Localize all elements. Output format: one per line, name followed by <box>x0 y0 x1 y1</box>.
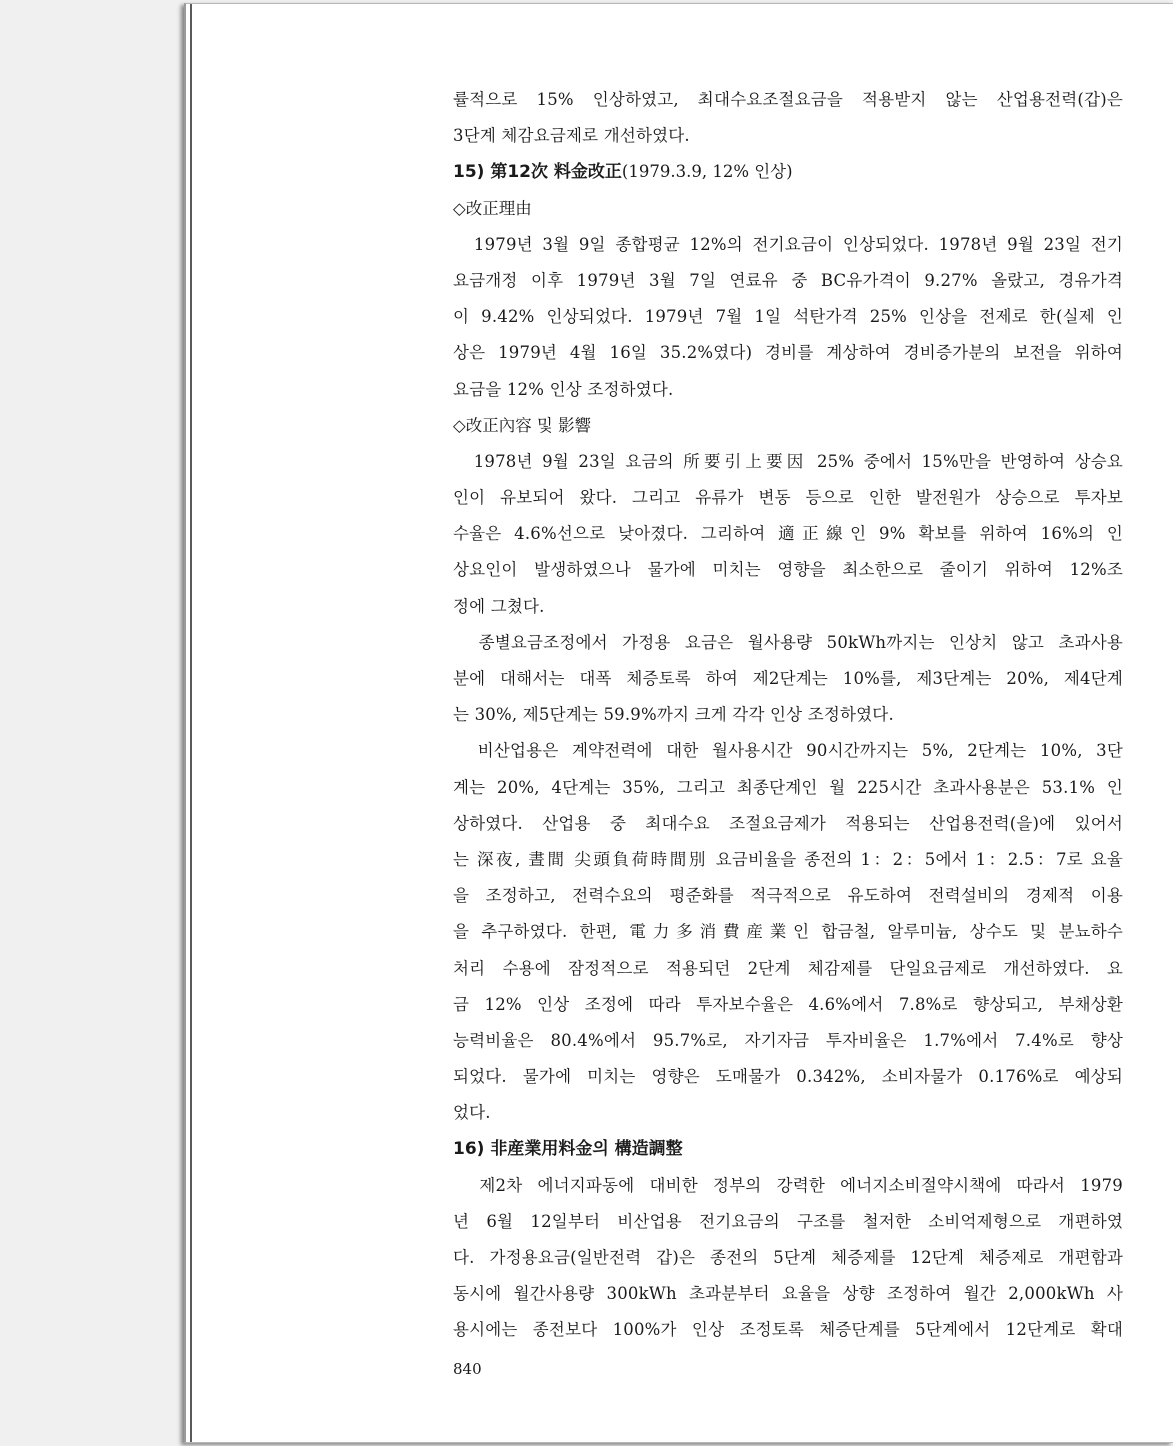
text-line: 년 6월 12일부터 비산업용 전기요금의 구조를 철저한 소비억제형으로 개편하였 <box>453 1211 1123 1231</box>
text-line: 계는 20%, 4단계는 35%, 그리고 최종단계인 월 225시간 초과사용분은 53.1% 인 <box>453 777 1123 797</box>
text-line: 용시에는 종전보다 100%가 인상 조정토록 체증단계를 5단계에서 12단계로 확대 <box>453 1320 1123 1340</box>
section-heading-title: 15) 第12次 料金改正 <box>453 162 622 183</box>
text-line: 수율은 4.6%선으로 낮아졌다. 그리하여 適正線인 9% 확보를 위하여 16%의 인 <box>453 524 1123 544</box>
text-line: 비산업용은 계약전력에 대한 월사용시간 90시간까지는 5%, 2단계는 10%, 3단 <box>453 741 1123 761</box>
text-line: 는 深夜, 晝間 尖頭負荷時間別 요금비율을 종전의 1：2：5에서 1：2.5：7로 요율 <box>453 849 1123 869</box>
page-number: 840 <box>453 1360 482 1378</box>
section-heading <box>453 154 1123 190</box>
text-line: 1978년 9월 23일 요금의 所要引上要因 25% 중에서 15%만을 반영하여 상승요 <box>453 451 1123 471</box>
section-heading <box>453 1131 1123 1167</box>
text-line: 이 9.42% 인상되었다. 1979년 7월 1일 석탄가격 25% 인상을 전제로 한(실제 인 <box>453 307 1123 327</box>
text-line: 정에 그쳤다. <box>453 596 545 616</box>
text-line: 을 추구하였다. 한편, 電力多消費産業인 합금철, 알루미늄, 상수도 및 분뇨하수 <box>453 922 1123 942</box>
text-line: 상요인이 발생하였으나 물가에 미치는 영향을 최소한으로 줄이기 위하여 12%조 <box>453 560 1123 580</box>
section-heading-title: 16) 非産業用料金의 構造調整 <box>453 1139 683 1160</box>
subsection-heading: ◇改正內容 및 影響 <box>453 415 592 435</box>
text-line: 되었다. 물가에 미치는 영향은 도매물가 0.342%, 소비자물가 0.176%로 예상되 <box>453 1067 1123 1087</box>
text-line: 1979년 3월 9일 종합평균 12%의 전기요금이 인상되었다. 1978년 9월 23일 전기 <box>453 234 1123 254</box>
text-line: 률적으로 15% 인상하였고, 최대수요조절요금을 적용받지 않는 산업용전력(갑)은 <box>453 90 1123 109</box>
text-line: 요금개정 이후 1979년 3월 7일 연료유 중 BC유가격이 9.27% 올랐고, 경유가격 <box>453 270 1123 290</box>
text-line: 3단계 체감요금제로 개선하였다. <box>453 126 690 146</box>
text-line: 는 30%, 제5단계는 59.9%까지 크게 각각 인상 조정하였다. <box>453 705 894 725</box>
document-page <box>184 3 1173 1443</box>
page-content <box>453 82 1123 1349</box>
text-line: 을 조정하고, 전력수요의 평준화를 적극적으로 유도하여 전력설비의 경제적 이용 <box>453 886 1123 906</box>
subsection-heading: ◇改正理由 <box>453 198 532 218</box>
text-line: 상은 1979년 4월 16일 35.2%였다) 경비를 계상하여 경비증가분의 보전을 위하여 <box>453 343 1123 363</box>
text-line: 상하였다. 산업용 중 최대수요 조절요금제가 적용되는 산업용전력(을)에 있어서 <box>453 813 1123 833</box>
text-line: 요금을 12% 인상 조정하였다. <box>453 379 674 399</box>
text-line: 인이 유보되어 왔다. 그리고 유류가 변동 등으로 인한 발전원가 상승으로 투자보 <box>453 488 1123 508</box>
section-heading-subtitle: (1979.3.9, 12% 인상) <box>621 162 793 182</box>
text-line: 동시에 월간사용량 300kWh 초과분부터 요율을 상향 조정하여 월간 2,000kWh 사 <box>453 1284 1123 1304</box>
text-line: 었다. <box>453 1103 491 1123</box>
text-line: 처리 수용에 잠정적으로 적용되던 2단계 체감제를 단일요금제로 개선하였다. 요 <box>453 958 1123 978</box>
text-line: 능력비율은 80.4%에서 95.7%로, 자기자금 투자비율은 1.7%에서 7.4%로 향상 <box>453 1030 1123 1050</box>
text-line: 종별요금조정에서 가정용 요금은 월사용량 50kWh까지는 인상치 않고 초과사용 <box>453 632 1123 652</box>
text-line: 분에 대해서는 대폭 체증토록 하여 제2단계는 10%를, 제3단계는 20%, 제4단계 <box>453 669 1123 688</box>
text-line: 제2차 에너지파동에 대비한 정부의 강력한 에너지소비절약시책에 따라서 1979 <box>453 1175 1123 1195</box>
text-line: 금 12% 인상 조정에 따라 투자보수율은 4.6%에서 7.8%로 향상되고, 부채상환 <box>453 994 1123 1014</box>
text-line: 다. 가정용요금(일반전력 갑)은 종전의 5단계 체증제를 12단계 체증제로 개편함과 <box>453 1248 1123 1267</box>
